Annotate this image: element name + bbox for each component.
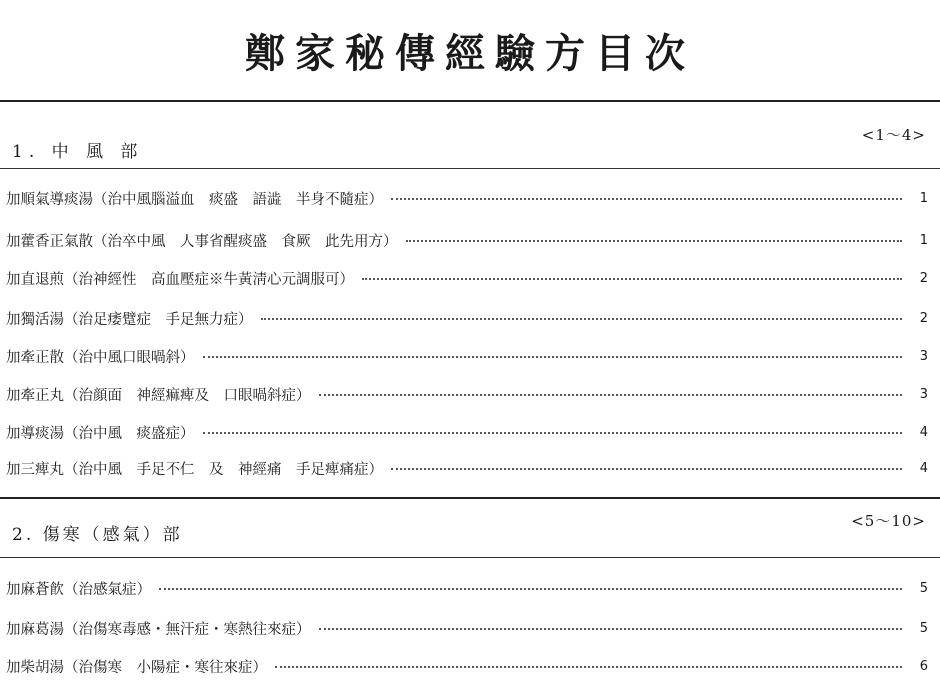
section-divider [0, 168, 940, 169]
dot-leader [203, 432, 903, 434]
section-divider [0, 497, 940, 499]
section-heading-cold: 2. 傷寒（感氣）部 [12, 525, 183, 545]
toc-entry-title: 加順氣導痰湯（治中風腦溢血 痰盛 語澁 半身不隨症） [6, 191, 383, 208]
toc-entry-page: 1 [919, 190, 928, 206]
toc-entry-title: 加柴胡湯（治傷寒 小陽症・寒往來症） [6, 659, 267, 676]
toc-entry[interactable] [6, 576, 928, 600]
page-title: 鄭家秘傳經驗方目次 [245, 30, 695, 77]
toc-entry-title: 加牽正散（治中風口眼喎斜） [6, 349, 195, 366]
toc-entry-page: 3 [919, 348, 928, 364]
toc-entry-title: 加藿香正氣散（治卒中風 人事省醒痰盛 食厥 此先用方） [6, 233, 398, 250]
section-heading-stroke: 1. 中 風 部 [12, 142, 144, 162]
section-range-cold: <5～10> [851, 512, 926, 530]
toc-entry[interactable] [6, 382, 928, 406]
toc-entry-title: 加導痰湯（治中風 痰盛症） [6, 425, 195, 442]
toc-entry-title: 加麻葛湯（治傷寒毒感・無汗症・寒熱往來症） [6, 621, 311, 638]
toc-entry-title: 加麻蒼飮（治感氣症） [6, 581, 151, 598]
toc-entry-page: 1 [919, 232, 928, 248]
dot-leader [406, 240, 903, 242]
toc-entry[interactable] [6, 306, 928, 330]
toc-entry-page: 6 [919, 658, 928, 674]
toc-entry-page: 5 [919, 580, 928, 596]
toc-entry-page: 5 [919, 620, 928, 636]
toc-entry[interactable] [6, 654, 928, 678]
toc-entry-page: 3 [919, 386, 928, 402]
top-rule [0, 100, 940, 102]
toc-entry-title: 加牽正丸（治顔面 神經痲痺及 口眼喎斜症） [6, 387, 311, 404]
dot-leader [319, 628, 903, 630]
section-range-stroke: <1～4> [861, 126, 926, 144]
toc-entry-page: 4 [919, 424, 928, 440]
toc-entry[interactable] [6, 420, 928, 444]
toc-entry-page: 2 [919, 270, 928, 286]
dot-leader [362, 278, 902, 280]
dot-leader [391, 468, 902, 470]
toc-entry[interactable] [6, 344, 928, 368]
toc-entry-page: 2 [919, 310, 928, 326]
dot-leader [319, 394, 903, 396]
toc-entry-title: 加三痺丸（治中風 手足不仁 及 神經痛 手足痺痛症） [6, 461, 383, 478]
dot-leader [159, 588, 902, 590]
toc-entry-title: 加獨活湯（治足痿躄症 手足無力症） [6, 311, 253, 328]
dot-leader [391, 198, 902, 200]
toc-entry-page: 4 [919, 460, 928, 476]
toc-entry-title: 加直退煎（治神經性 高血壓症※牛黃淸心元調服可） [6, 271, 354, 288]
toc-entry[interactable] [6, 228, 928, 252]
toc-entry[interactable] [6, 266, 928, 290]
dot-leader [275, 666, 902, 668]
toc-entry[interactable] [6, 456, 928, 480]
toc-entry[interactable] [6, 186, 928, 210]
toc-entry[interactable] [6, 616, 928, 640]
dot-leader [261, 318, 903, 320]
dot-leader [203, 356, 903, 358]
section-divider [0, 557, 940, 558]
